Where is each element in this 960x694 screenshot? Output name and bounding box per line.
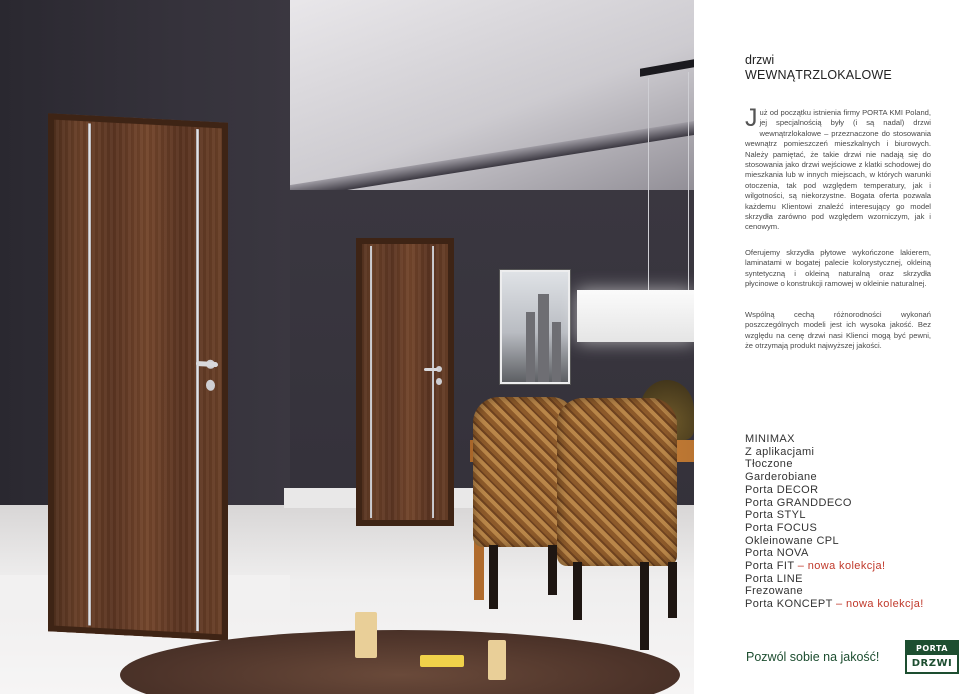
logo-top-text: PORTA bbox=[907, 642, 957, 655]
product-list-item: Porta STYL bbox=[745, 509, 806, 522]
slogan: Pozwól sobie na jakość! bbox=[746, 650, 880, 664]
toy-train bbox=[420, 655, 464, 667]
door-aluminium-strip bbox=[432, 246, 434, 518]
chair-leg bbox=[640, 562, 649, 650]
toy-block bbox=[355, 612, 377, 658]
new-collection-badge: – nowa kolekcja! bbox=[797, 560, 886, 573]
logo-bottom-text: DRZWI bbox=[911, 658, 953, 669]
back-door bbox=[356, 238, 454, 526]
dropcap: J bbox=[745, 104, 758, 132]
product-list-item: MINIMAX bbox=[745, 433, 795, 445]
section-kicker: drzwi bbox=[745, 53, 775, 67]
picture-tower bbox=[552, 322, 561, 382]
pendant-lamp bbox=[577, 290, 694, 342]
picture-tower bbox=[526, 312, 535, 382]
intro-paragraph bbox=[745, 104, 931, 233]
door-aluminium-strip bbox=[370, 246, 372, 518]
product-list-item: Porta GRANDDECO bbox=[745, 496, 852, 509]
chair-leg bbox=[668, 562, 677, 618]
new-collection-badge: – nowa kolekcja! bbox=[836, 598, 924, 611]
offer-paragraph: Oferujemy skrzydła płytowe wykończone lakierem, laminatami w bogatej palecie kolorystycznej, okleiną syntetyczną i okleiną naturalną oraz skrzydła płycinowe o konstrukcji ramowej w okleinie naturalnej. bbox=[745, 248, 931, 289]
lamp-wire bbox=[648, 78, 649, 290]
keyhole-icon bbox=[206, 380, 215, 391]
chair-leg bbox=[573, 562, 582, 620]
keyhole-icon bbox=[436, 378, 442, 385]
wicker-chair bbox=[557, 398, 677, 566]
product-list-item: Z aplikacjami bbox=[745, 445, 815, 458]
product-list-item: Frezowane bbox=[745, 585, 804, 598]
product-list-item: Porta NOVA bbox=[745, 547, 809, 560]
product-list-item: Porta LINE bbox=[745, 572, 803, 585]
door-aluminium-strip bbox=[196, 129, 199, 631]
chair-leg bbox=[548, 545, 557, 595]
product-list bbox=[745, 433, 924, 611]
product-list-item: Okleinowane CPL bbox=[745, 534, 840, 547]
product-list-item: Garderobiane bbox=[745, 471, 818, 484]
front-door bbox=[48, 113, 228, 640]
product-list-item: Porta FOCUS bbox=[745, 521, 818, 534]
porta-drzwi-logo bbox=[905, 640, 959, 674]
product-list-item: Tłoczone bbox=[745, 458, 793, 471]
intro-paragraph-text: uż od początku istnienia firmy PORTA KMI Poland, jej specjalnością były (i są nadal) drzwi wewnątrzlokalowe – przeznaczone do stosowania wewnątrz pomieszczeń mieszkalnych i biurowych. Należy pamiętać, że takie drzwi nie nadają się do stosowania jako drzwi wejściowe z klatki schodowej do mieszkania lub w innych miejscach, w których warunki otoczenia, tak pod względem temperatury, jak i wilgotności, są niekorzystne. Bogata oferta pozwala każdemu Klientowi znaleźć interesujący go model skrzydła zarówno pod względem wzorniczym, jak i cenowym. bbox=[745, 108, 931, 232]
section-heading: WEWNĄTRZLOKALOWE bbox=[745, 68, 892, 82]
toy-block bbox=[488, 640, 506, 680]
door-handle-icon bbox=[424, 368, 438, 371]
product-list-item: Porta DECOR bbox=[745, 483, 819, 496]
ceiling bbox=[284, 0, 694, 200]
picture-tower bbox=[538, 294, 549, 382]
lamp-wire bbox=[688, 72, 689, 290]
chair-leg bbox=[489, 545, 498, 609]
quality-paragraph: Wspólną cechą różnorodności wykonań poszczególnych modeli jest ich wysoka jakość. Bez względu na cenę drzwi nasi Klienci mogą być pewni, że otrzymają produkt najwyższej jakości. bbox=[745, 310, 931, 351]
door-aluminium-strip bbox=[88, 123, 91, 625]
product-list-item: Porta FIT – nowa kolekcja! bbox=[745, 560, 886, 573]
wall-picture bbox=[500, 270, 570, 384]
product-list-item: Porta KONCEPT – nowa kolekcja! bbox=[745, 598, 924, 611]
